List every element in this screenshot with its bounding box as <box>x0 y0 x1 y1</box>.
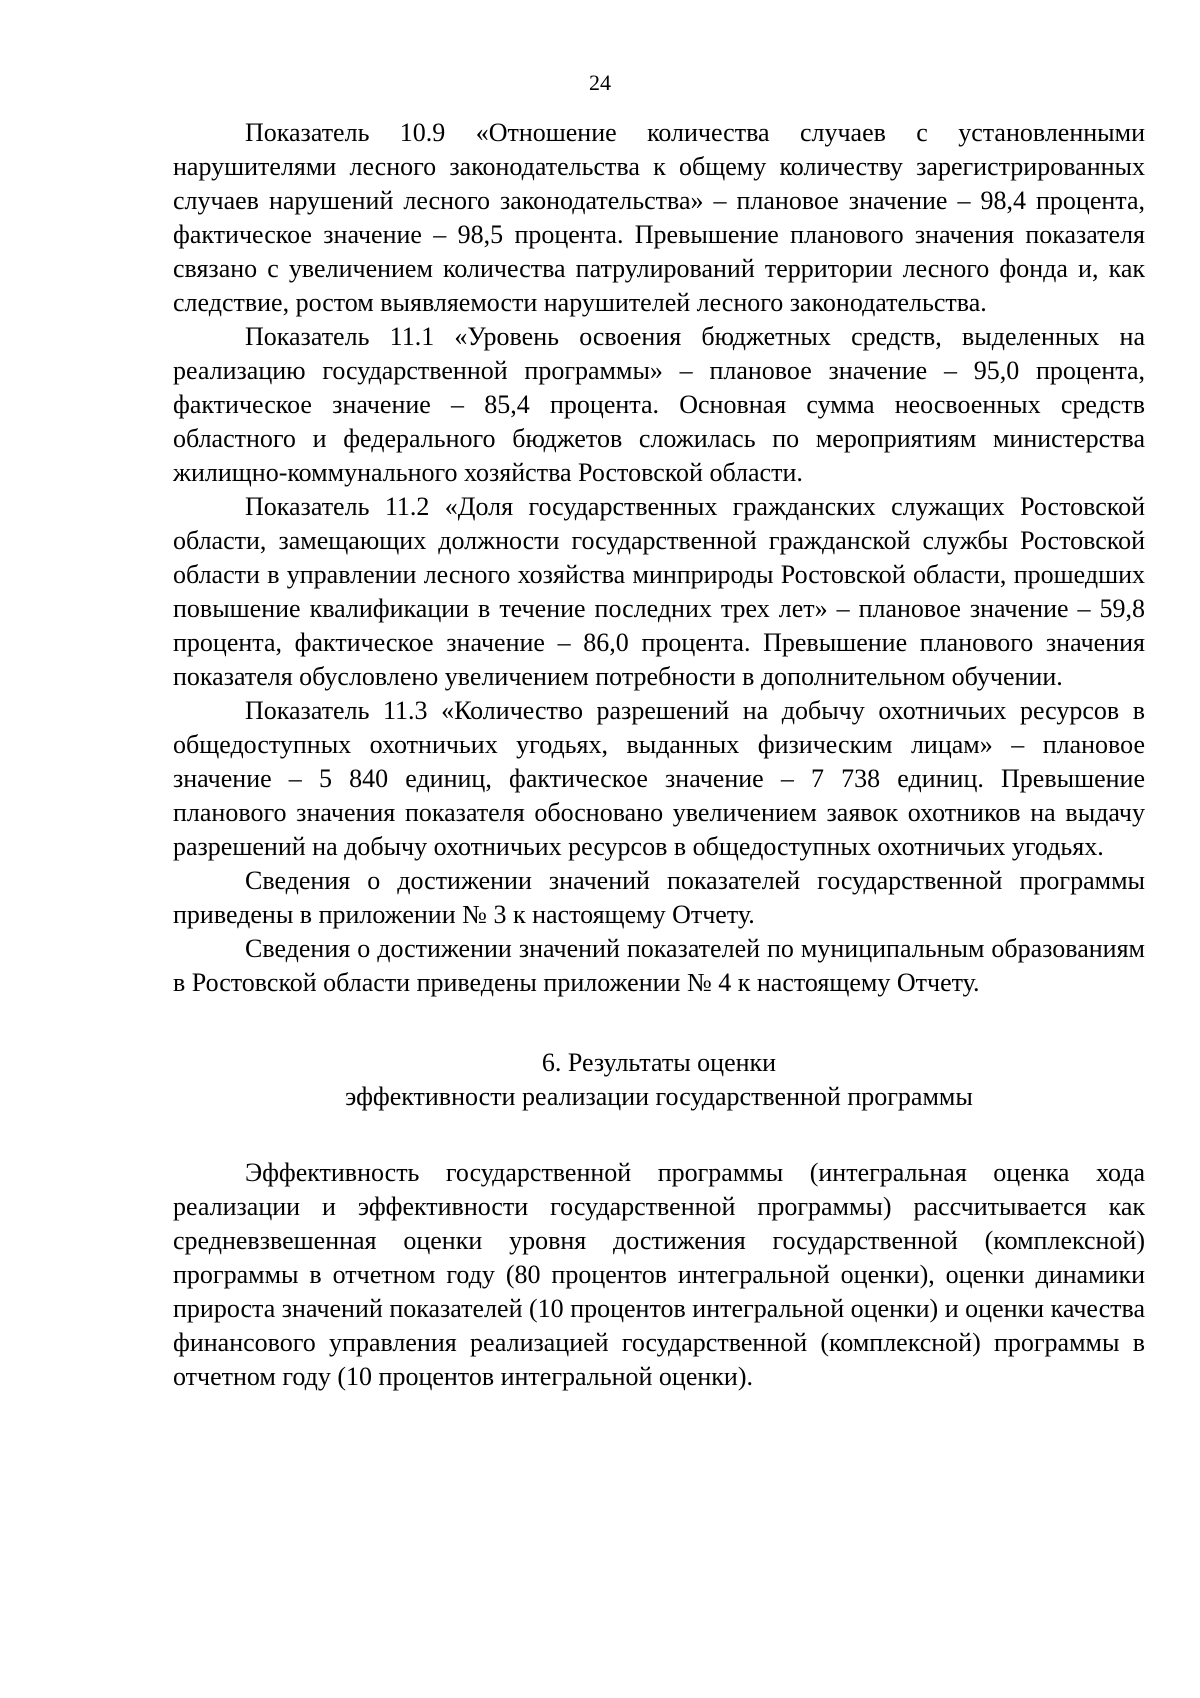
document-body <box>173 116 1145 1394</box>
paragraph-indicator-11-2: Показатель 11.2 «Доля государственных гражданских служащих Ростовской области, замещающих должности государственной гражданской службы Ростовской области в управлении лесного хозяйства минприроды Ростовской области, прошедших повышение квалификации в течение последних трех лет» – плановое значение – 59,8 процента, фактическое значение – 86,0 процента. Превышение планового значения показателя обусловлено увеличением потребности в дополнительном обучении. <box>173 492 1145 691</box>
section-heading <box>173 1046 1145 1114</box>
paragraph-appendix-3: Сведения о достижении значений показателей государственной программы приведены в приложении № 3 к настоящему Отчету. <box>173 866 1145 929</box>
section-heading-line-2: эффективности реализации государственной программы <box>345 1082 973 1111</box>
paragraph-indicator-10-9: Показатель 10.9 «Отношение количества случаев с установленными нарушителями лесного законодательства к общему количеству зарегистрированных случаев нарушений лесного законодательства» – плановое значение – 98,4 процента, фактическое значение – 98,5 процента. Превышение планового значения показателя связано с увеличением количества патрулирований территории лесного фонда и, как следствие, ростом выявляемости нарушителей лесного законодательства. <box>173 118 1145 317</box>
section-heading-line-1: 6. Результаты оценки <box>541 1048 777 1077</box>
paragraph-appendix-4: Сведения о достижении значений показателей по муниципальным образованиям в Ростовской области приведены приложении № 4 к настоящему Отчету. <box>173 934 1145 997</box>
paragraph-efficiency: Эффективность государственной программы (интегральная оценка хода реализации и эффективности государственной программы) рассчитывается как средневзвешенная оценки уровня достижения государственной (комплексной) программы в отчетном году (80 процентов интегральной оценки), оценки динамики прироста значений показателей (10 процентов интегральной оценки) и оценки качества финансового управления реализацией государственной (комплексной) программы в отчетном году (10 процентов интегральной оценки). <box>173 1158 1145 1391</box>
paragraph-indicator-11-3: Показатель 11.3 «Количество разрешений на добычу охотничьих ресурсов в общедоступных охотничьих угодьях, выданных физическим лицам» – плановое значение – 5 840 единиц, фактическое значение – 7 738 единиц. Превышение планового значения показателя обосновано увеличением заявок охотников на выдачу разрешений на добычу охотничьих ресурсов в общедоступных охотничьих угодьях. <box>173 696 1145 861</box>
page-number: 24 <box>589 70 611 95</box>
paragraph-indicator-11-1: Показатель 11.1 «Уровень освоения бюджетных средств, выделенных на реализацию государственной программы» – плановое значение – 95,0 процента, фактическое значение – 85,4 процента. Основная сумма неосвоенных средств областного и федерального бюджетов сложилась по мероприятиям министерства жилищно-коммунального хозяйства Ростовской области. <box>173 322 1145 487</box>
